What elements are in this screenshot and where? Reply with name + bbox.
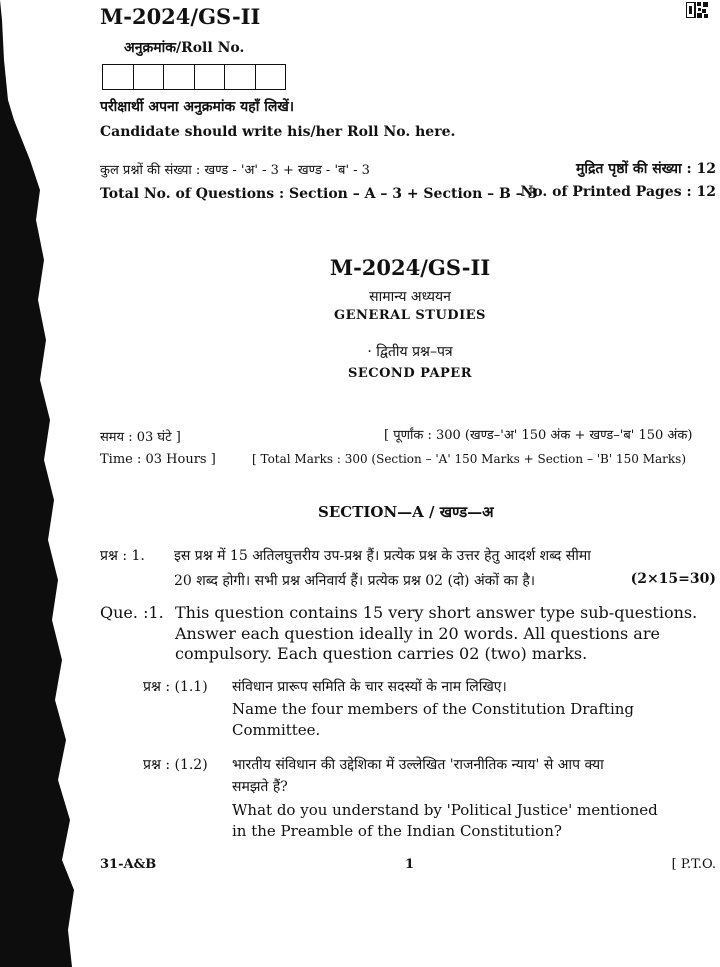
roll-digit-box[interactable] xyxy=(103,65,134,89)
paper-title-hindi: · द्वितीय प्रश्न–पत्र xyxy=(367,344,453,360)
please-turn-over: [ P.T.O. xyxy=(671,857,716,872)
roll-instruction-hindi: परीक्षार्थी अपना अनुक्रमांक यहाँ लिखें। xyxy=(100,99,295,115)
roll-digit-box[interactable] xyxy=(164,65,195,89)
q1-text-hindi-line1: इस प्रश्न में 15 अतिलघुत्तरीय उप-प्रश्न हैं। प्रत्येक प्रश्न के उत्तर हेतु आदर्श शब्द सीमा xyxy=(174,548,591,564)
roll-digit-box[interactable] xyxy=(134,65,165,89)
roll-digit-box[interactable] xyxy=(225,65,256,89)
subq-1-1-english-line1: Name the four members of the Constitution Drafting xyxy=(232,700,635,718)
q1-text-hindi-line2: 20 शब्द होगी। सभी प्रश्न अनिवार्य हैं। प्रत्येक प्रश्न 02 (दो) अंकों का है। xyxy=(174,573,536,589)
subq-1-2-english-line1: What do you understand by 'Political Justice' mentioned xyxy=(232,801,658,819)
roll-digit-box[interactable] xyxy=(195,65,226,89)
subq-1-2-hindi-line2: समझते हैं? xyxy=(232,779,288,795)
printed-pages-english: No. of Printed Pages : 12 xyxy=(520,184,716,200)
subq-1-1-english-line2: Committee. xyxy=(232,721,321,739)
subq-1-1-label: प्रश्न : (1.1) xyxy=(143,679,208,695)
total-marks-hindi: [ पूर्णांक : 300 (खण्ड–'अ' 150 अंक + खण्ड–'ब' 150 अंक) xyxy=(384,428,693,443)
time-english: Time : 03 Hours ] xyxy=(100,452,216,467)
footer-code: 31-A&B xyxy=(100,857,157,872)
paper-title-english: SECOND PAPER xyxy=(347,366,473,381)
roll-number-boxes[interactable] xyxy=(102,64,286,90)
subq-1-2-hindi-line1: भारतीय संविधान की उद्देशिका में उल्लेखित 'राजनीतिक न्याय' से आप क्या xyxy=(232,757,604,773)
qr-code-icon xyxy=(686,2,708,18)
roll-number-label: अनुक्रमांक/Roll No. xyxy=(124,40,245,56)
question-count-hindi: कुल प्रश्नों की संख्या : खण्ड - 'अ' - 3 + खण्ड - 'ब' - 3 xyxy=(100,163,370,178)
subject-title-english: GENERAL STUDIES xyxy=(334,308,486,323)
q1-text-english-line3: compulsory. Each question carries 02 (two) marks. xyxy=(175,644,588,663)
q1-label-hindi: प्रश्न : 1. xyxy=(100,548,145,564)
roll-digit-box[interactable] xyxy=(256,65,286,89)
header-paper-code: M-2024/GS-II xyxy=(100,4,261,29)
subq-1-2-label: प्रश्न : (1.2) xyxy=(143,757,208,773)
scan-dark-edge xyxy=(0,0,90,967)
section-a-heading: SECTION—A / खण्ड—अ xyxy=(318,503,494,521)
question-count-english: Total No. of Questions : Section – A – 3 + Section – B – 3 xyxy=(100,186,538,202)
q1-text-english-line1: This question contains 15 very short answer type sub-questions. xyxy=(175,603,698,622)
printed-pages-hindi: मुद्रित पृष्ठों की संख्या : 12 xyxy=(575,161,716,177)
subject-title-hindi: सामान्य अध्ययन xyxy=(369,289,451,305)
q1-text-english-line2: Answer each question ideally in 20 words. All questions are xyxy=(175,624,660,643)
subq-1-1-hindi: संविधान प्रारूप समिति के चार सदस्यों के नाम लिखिए। xyxy=(232,679,507,695)
q1-label-english: Que. :1. xyxy=(100,603,164,622)
roll-instruction-english: Candidate should write his/her Roll No. here. xyxy=(100,124,456,140)
total-marks-english: [ Total Marks : 300 (Section – 'A' 150 Marks + Section – 'B' 150 Marks) xyxy=(252,452,686,466)
subq-1-2-english-line2: in the Preamble of the Indian Constitution? xyxy=(232,822,562,840)
time-hindi: समय : 03 घंटे ] xyxy=(100,430,181,445)
q1-marks: (2×15=30) xyxy=(630,571,716,587)
title-paper-code: M-2024/GS-II xyxy=(329,255,491,280)
page-number: 1 xyxy=(405,857,415,872)
